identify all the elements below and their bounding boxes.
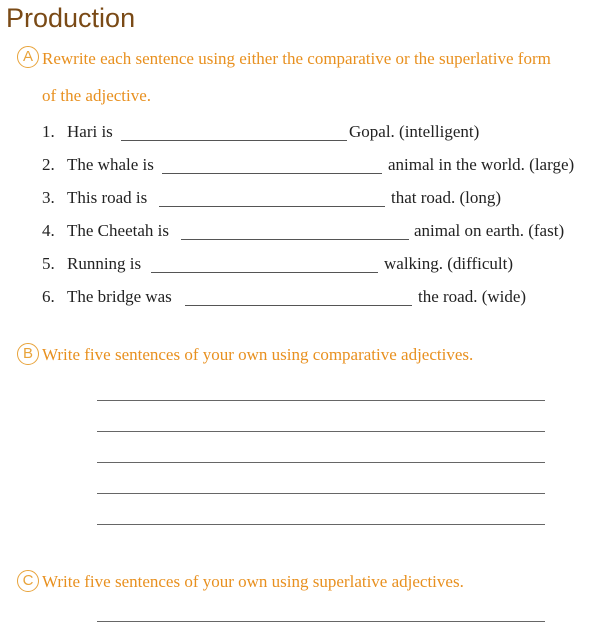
question-hint: the road. (wide) <box>418 287 527 306</box>
question-text: Hari is <box>67 122 113 141</box>
page-title: Production <box>6 3 136 33</box>
question-hint: walking. (difficult) <box>384 254 514 273</box>
section-a-instruction-cont: of the adjective. <box>42 86 152 105</box>
section-c-instruction: Write five sentences of your own using superlative adjectives. <box>42 572 464 591</box>
answer-blank[interactable] <box>162 173 382 174</box>
question-text: The Cheetah is <box>67 221 169 240</box>
answer-blank[interactable] <box>121 140 347 141</box>
question-number: 4. <box>42 221 55 240</box>
question-number: 5. <box>42 254 55 273</box>
question-text: The bridge was <box>67 287 172 306</box>
question-text: Running is <box>67 254 142 273</box>
answer-blank[interactable] <box>159 206 385 207</box>
section-a-instruction: Rewrite each sentence using either the comparative or the superlative form <box>42 49 551 68</box>
question-hint: Gopal. (intelligent) <box>349 122 480 141</box>
writing-line[interactable] <box>97 400 545 401</box>
question-hint: that road. (long) <box>391 188 501 207</box>
section-c-marker: C <box>17 570 39 592</box>
question-text: The whale is <box>67 155 154 174</box>
answer-blank[interactable] <box>181 239 409 240</box>
question-number: 6. <box>42 287 55 306</box>
answer-blank[interactable] <box>151 272 378 273</box>
section-b-instruction: Write five sentences of your own using comparative adjectives. <box>42 345 474 364</box>
writing-line[interactable] <box>97 462 545 463</box>
writing-line[interactable] <box>97 493 545 494</box>
writing-line[interactable] <box>97 524 545 525</box>
question-hint: animal on earth. (fast) <box>414 221 565 240</box>
question-number: 1. <box>42 122 55 141</box>
question-number: 2. <box>42 155 55 174</box>
section-b-marker: B <box>17 343 39 365</box>
question-hint: animal in the world. (large) <box>388 155 575 174</box>
writing-line[interactable] <box>97 431 545 432</box>
question-number: 3. <box>42 188 55 207</box>
writing-line[interactable] <box>97 621 545 622</box>
section-a-marker: A <box>17 46 39 68</box>
answer-blank[interactable] <box>185 305 412 306</box>
question-text: This road is <box>67 188 148 207</box>
